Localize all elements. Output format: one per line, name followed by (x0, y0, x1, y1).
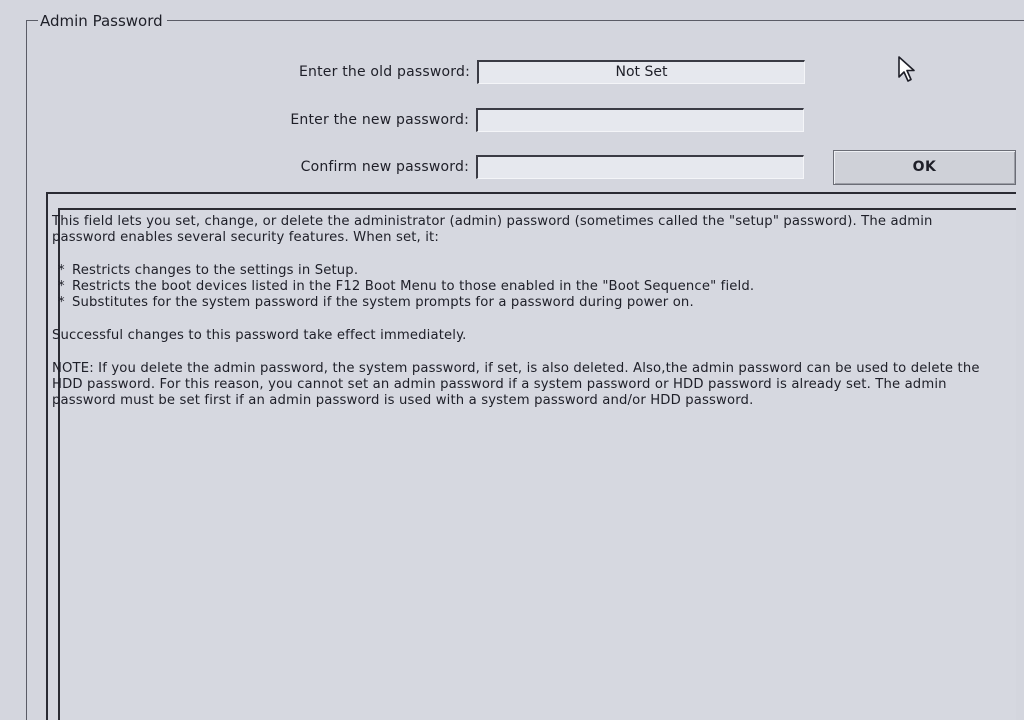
old-password-row (0, 60, 470, 86)
help-intro: This field lets you set, change, or delete the administrator (admin) password (sometimes called the "setup" password). The admin password enables several security features. When set, it: (52, 214, 933, 245)
mouse-pointer-icon (897, 55, 919, 83)
help-bullet-list (52, 263, 992, 311)
confirm-password-input[interactable] (476, 155, 804, 179)
help-note: NOTE: If you delete the admin password, the system password, if set, is also deleted. Also,the admin password can be used to delete the HDD password. For this reason, you cannot set an admin password if a system password or HDD password is already set. The admin password must be set first if an admin password is used with a system password and/or HDD password. (52, 361, 980, 408)
bullet-glyph: * (58, 295, 65, 310)
ok-button[interactable]: OK (833, 150, 1016, 185)
new-password-label: Enter the new password: (290, 112, 469, 128)
old-password-label: Enter the old password: (298, 64, 470, 80)
new-password-row (0, 108, 469, 134)
new-password-input[interactable] (476, 108, 804, 132)
list-item: * Restricts the boot devices listed in the F12 Boot Menu to those enabled in the "Boot Sequence" field. (58, 279, 755, 294)
help-text (52, 214, 992, 426)
bullet-glyph: * (58, 279, 65, 294)
confirm-password-row (0, 155, 469, 181)
group-title: Admin Password (38, 12, 167, 30)
list-item: * Restricts changes to the settings in Setup. (58, 263, 359, 278)
confirm-password-label: Confirm new password: (300, 159, 469, 175)
help-effect: Successful changes to this password take effect immediately. (52, 328, 467, 343)
list-item: * Substitutes for the system password if the system prompts for a password during power on. (58, 295, 694, 310)
bullet-glyph: * (58, 263, 65, 278)
old-password-input[interactable]: Not Set (477, 60, 805, 84)
